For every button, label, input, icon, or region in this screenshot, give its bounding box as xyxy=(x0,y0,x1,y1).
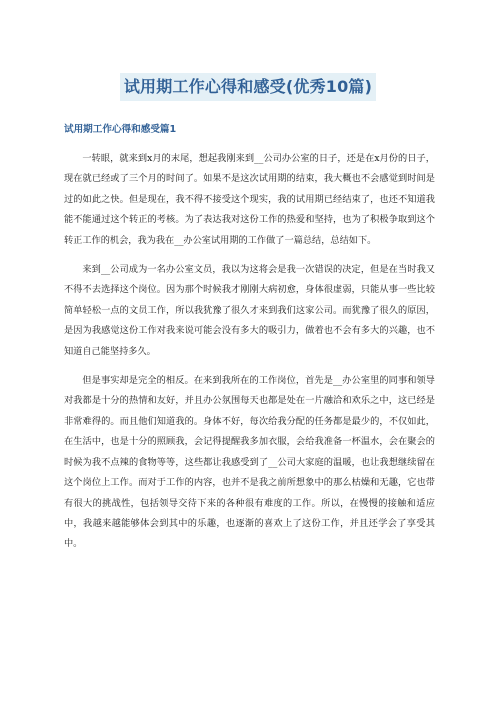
paragraph-2: 来到__公司成为一名办公室文员，我以为这将会是我一次错误的决定，但是在当时我又不得不去选择这个岗位。因为那个时候我才刚刚大病初愈，身体很虚弱，只能从事一些比较简单轻松一点的文员工作，所以我犹豫了很久才来到我们这家公司。而犹豫了很久的原因，是因为我感觉这份工作对我来说可能会没有多大的吸引力，做着也不会有多大的兴趣，也不知道自己能坚持多久。 xyxy=(64,264,435,357)
title-container xyxy=(0,73,496,101)
section-heading: 试用期工作心得和感受篇1 xyxy=(64,124,177,135)
document-title: 试用期工作心得和感受(优秀10篇) xyxy=(120,73,376,101)
paragraph-3: 但是事实却是完全的相反。在来到我所在的工作岗位，首先是__办公室里的同事和领导对我都是十分的热情和友好，并且办公氛围每天也都是处在一片融洽和欢乐之中，这已经是非常难得的。而且他们知道我的。身体不好，每次给我分配的任务都是最少的，不仅如此，在生活中，也是十分的照顾我，会记得提醒我多加衣服，会给我准备一杯温水，会在聚会的时候为我不点辣的食物等等，这些都让我感受到了__公司大家庭的温暖，也让我想继续留在这个岗位上工作。而对于工作的内容，也并不是我之前所想象中的那么枯燥和无趣，它也带有很大的挑战性，包括领导交待下来的各种很有难度的工作。所以，在慢慢的接触和适应中，我越来越能够体会到其中的乐趣，也逐渐的喜欢上了这份工作，并且还学会了享受其中。 xyxy=(64,375,435,550)
paragraph-1: 一转眼，就来到x月的末尾，想起我刚来到__公司办公室的日子，还是在x月份的日子，现在就已经或了三个月的时间了。如果不是这次试用期的结束，我大概也不会感觉到时间是过的如此之快。但是现在，我不得不接受这个现实，我的试用期已经结束了，也还不知道我能不能通过这个转正的考核。为了表达我对这份工作的热爱和坚持，也为了积极争取到这个转正工作的机会，我为我在__办公室试用期的工作做了一篇总结，总结如下。 xyxy=(64,153,435,246)
article-body xyxy=(64,149,435,564)
